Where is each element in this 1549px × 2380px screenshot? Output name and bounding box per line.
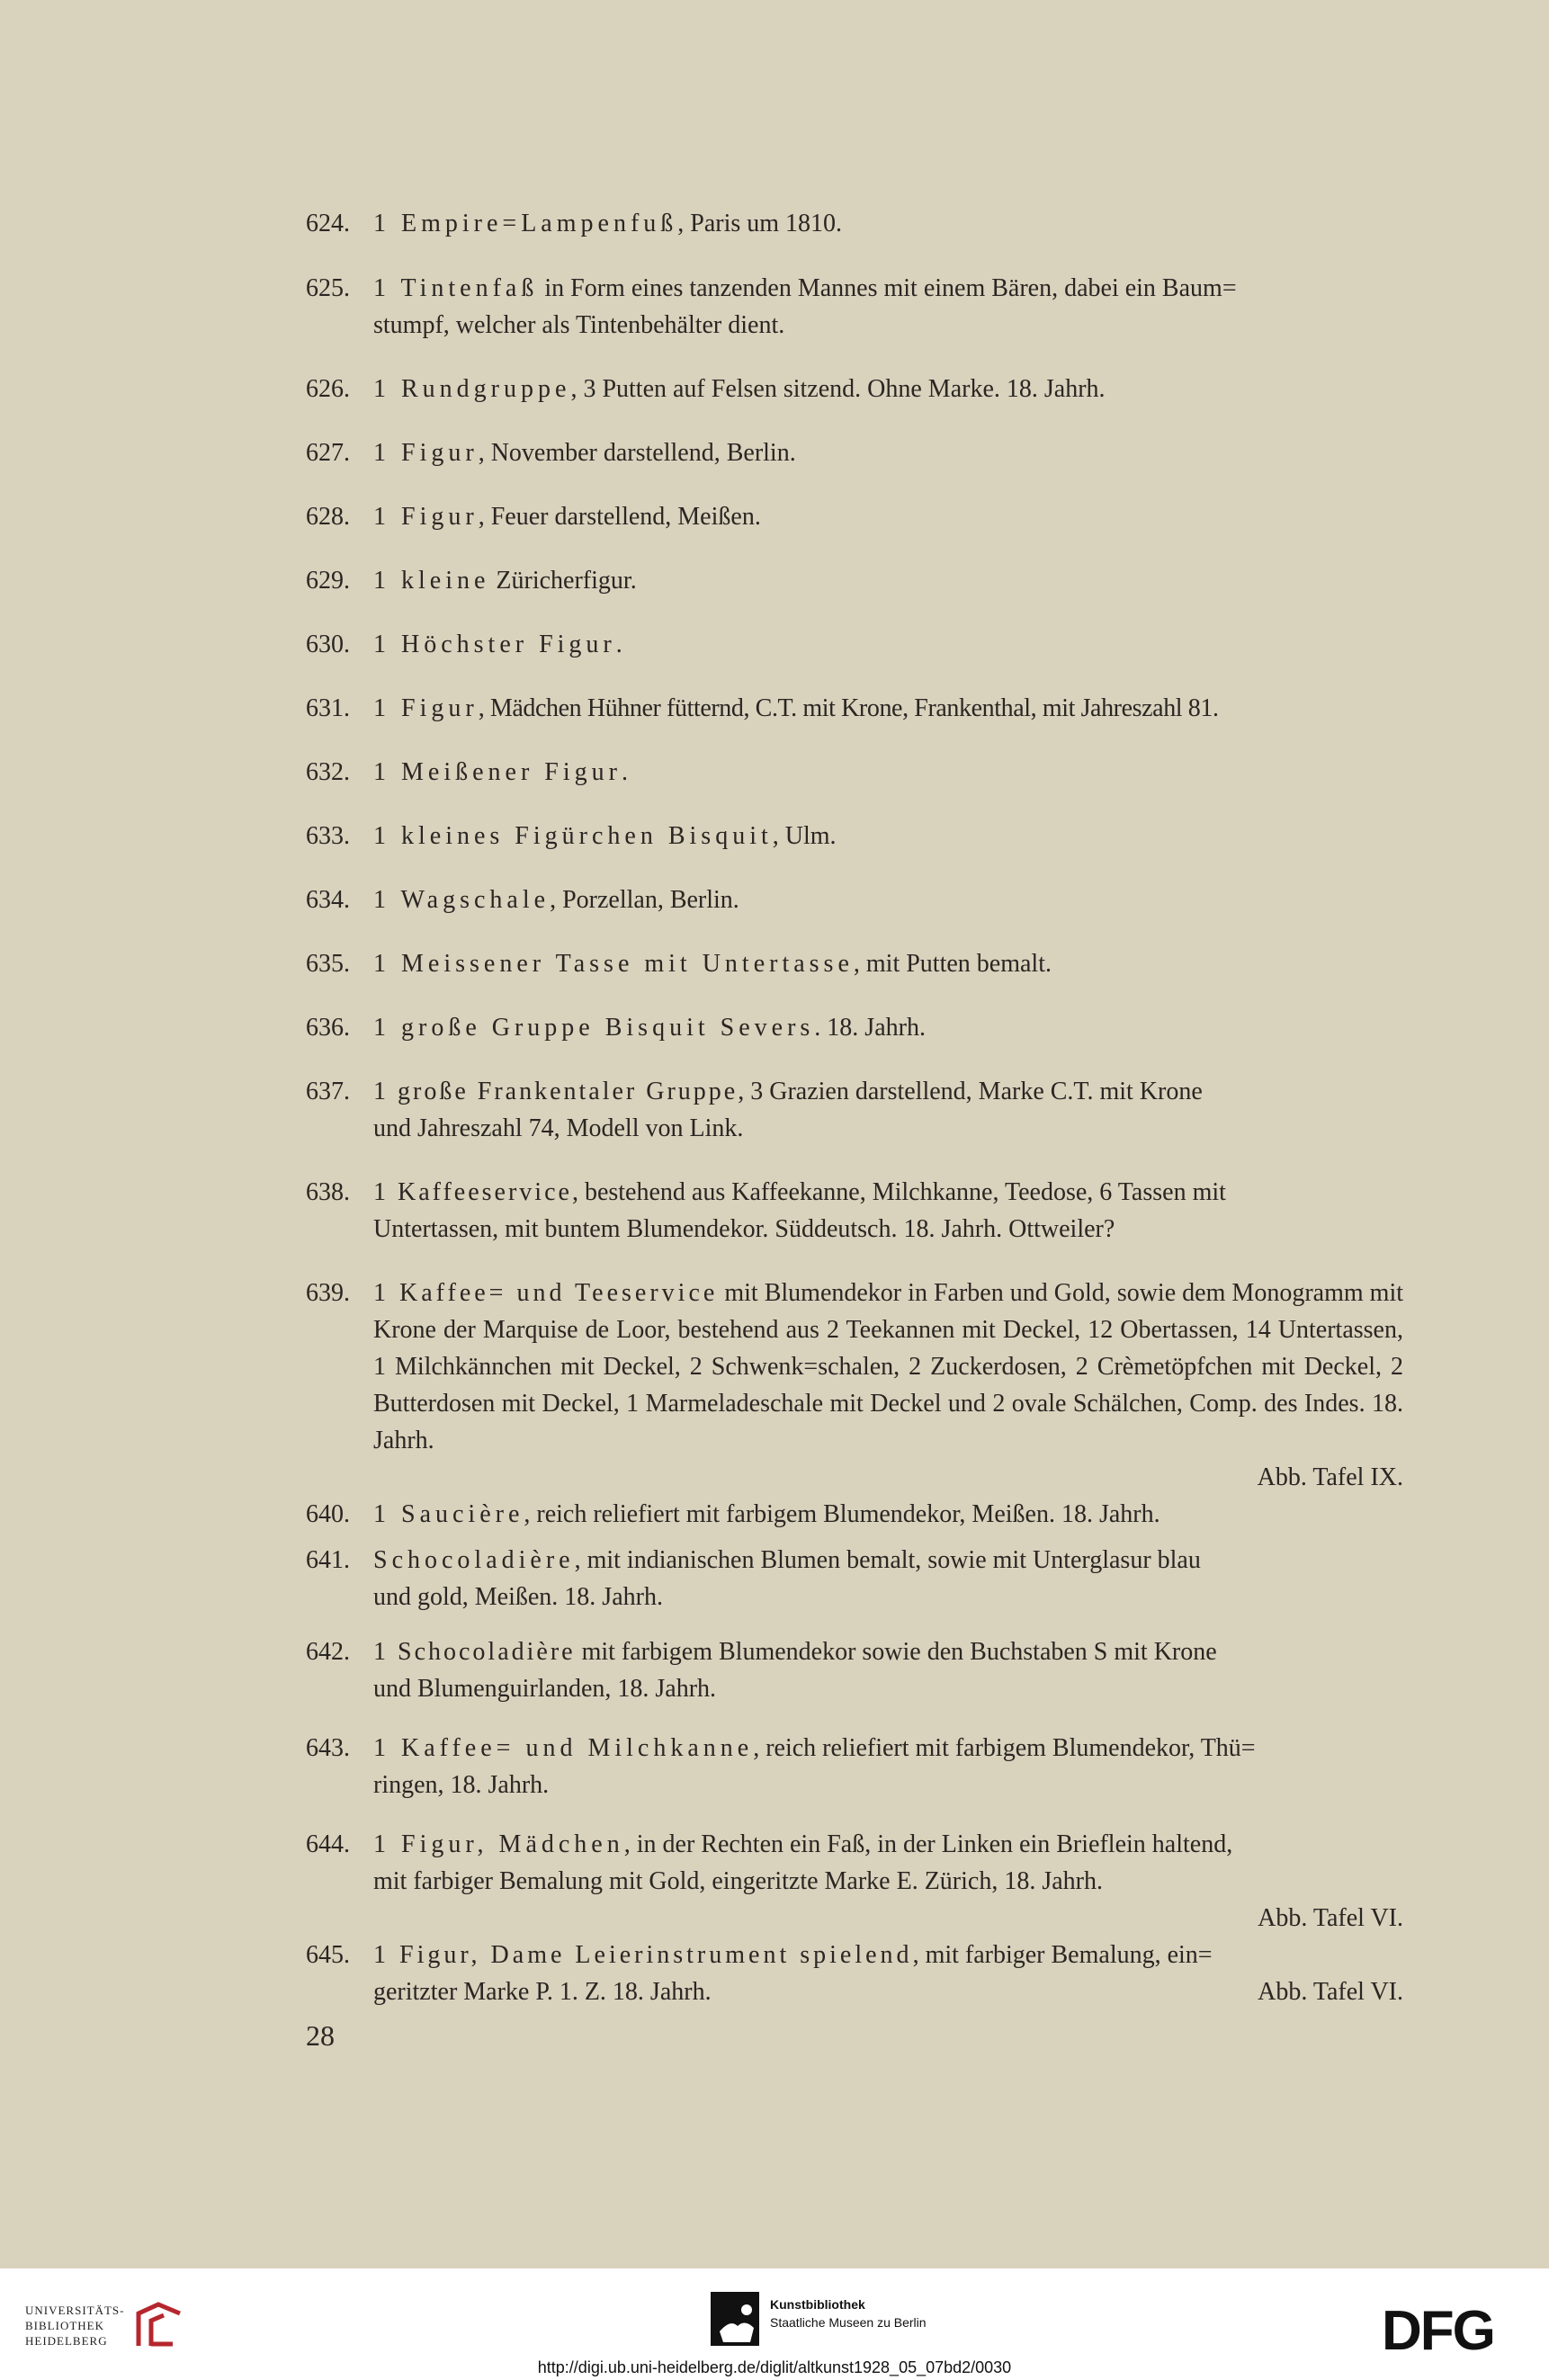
entry-text: Züricherfigur. (489, 567, 637, 595)
entry-625 (306, 270, 1403, 344)
entry-number: 645. (306, 1941, 350, 1969)
uni-line: UNIVERSITÄTS- (25, 2304, 125, 2317)
entry-title: 1 Schocoladière (373, 1638, 576, 1666)
entry-text: , Mädchen Hühner fütternd, C.T. mit Krone, Frankenthal, mit Jahreszahl 81. (478, 694, 1219, 722)
entry-title: 1 Saucière (373, 1500, 524, 1528)
entry-626 (306, 371, 1403, 407)
entry-text: , mit farbiger Bemalung, ein= (912, 1941, 1213, 1969)
entry-number: 641. (306, 1546, 350, 1574)
entry-text: , Feuer darstellend, Meißen. (478, 503, 761, 531)
entry-title: 1 Kaffee= und Milchkanne (373, 1734, 754, 1762)
entry-title: 1 Höchster Figur (373, 631, 616, 658)
entry-number: 640. (306, 1500, 350, 1528)
entry-text-continued: und gold, Meißen. 18. Jahrh. (373, 1583, 663, 1611)
entry-630 (306, 626, 1403, 663)
catalog-entries (306, 205, 1403, 2010)
entry-title: 1 Figur (373, 503, 479, 531)
entry-title: 1 Figur (373, 439, 479, 467)
entry-title: 1 große Gruppe Bisquit Severs (373, 1014, 815, 1042)
entry-text: mit farbigem Blumendekor sowie den Buchstaben S mit Krone (575, 1638, 1217, 1666)
entry-title: 1 Tintenfaß (373, 274, 539, 302)
entry-text-continued: ringen, 18. Jahrh. (373, 1771, 550, 1799)
entry-title: 1 Kaffee= und Teeservice (373, 1279, 719, 1307)
plate-reference: Abb. Tafel VI. (1258, 1904, 1403, 1932)
uni-line: BIBLIOTHEK (25, 2319, 104, 2332)
digitization-footer (0, 2268, 1549, 2380)
entry-text-continued: mit farbiger Bemalung mit Gold, eingeritzte Marke E. Zürich, 18. Jahrh. (373, 1867, 1103, 1895)
entry-title: 1 Figur, Dame Leierinstrument spielend (373, 1941, 913, 1969)
entry-number: 635. (306, 950, 350, 978)
entry-number: 644. (306, 1830, 350, 1858)
entry-title: Schocoladière (373, 1546, 575, 1574)
entry-number: 625. (306, 274, 350, 302)
entry-643 (306, 1730, 1403, 1803)
entry-number: 632. (306, 758, 350, 786)
entry-text-continued: geritzter Marke P. 1. Z. 18. Jahrh. (373, 1978, 712, 2006)
entry-title: 1 Figur (373, 694, 479, 722)
entry-title: 1 Wagschale (373, 886, 551, 914)
entry-text: , bestehend aus Kaffeekanne, Milchkanne, Teedose, 6 Tassen mit (571, 1178, 1226, 1206)
entry-number: 642. (306, 1638, 350, 1666)
entry-title: 1 Meissener Tasse mit Untertasse (373, 950, 854, 978)
entry-text: . (615, 631, 622, 658)
entry-title: 1 Figur, Mädchen (373, 1830, 624, 1858)
entry-text: mit Blumendekor in Farben und Gold, sowie dem (718, 1279, 1226, 1307)
entry-645 (306, 1937, 1403, 2010)
entry-number: 630. (306, 631, 350, 658)
entry-text: , Ulm. (772, 822, 837, 850)
entry-number: 631. (306, 694, 350, 722)
entry-title: 1 Kaffeeservice (373, 1178, 572, 1206)
entry-635 (306, 945, 1403, 982)
entry-number: 628. (306, 503, 350, 531)
entry-number: 637. (306, 1078, 350, 1105)
entry-638 (306, 1174, 1403, 1248)
entry-number: 639. (306, 1279, 350, 1307)
kb-subtitle: Staatliche Museen zu Berlin (770, 2315, 927, 2330)
entry-number: 626. (306, 375, 350, 403)
entry-text: , 3 Putten auf Felsen sitzend. Ohne Marke. 18. Jahrh. (570, 375, 1106, 403)
entry-title: 1 Rundgruppe (373, 375, 571, 403)
entry-title: 1 Meißener Figur (373, 758, 622, 786)
entry-title: 1 Empire=Lampenfuß (373, 210, 678, 237)
entry-639 (306, 1275, 1403, 1496)
entry-title: 1 kleines Figürchen Bisquit (373, 822, 773, 850)
entry-title: 1 kleine (373, 567, 490, 595)
kunstbibliothek-label (770, 2295, 927, 2331)
university-library-name (25, 2303, 125, 2349)
entry-number: 643. (306, 1734, 350, 1762)
entry-number: 636. (306, 1014, 350, 1042)
source-url[interactable]: http://digi.ub.uni-heidelberg.de/diglit/altkunst1928_05_07bd2/0030 (537, 2358, 1012, 2376)
entry-text: in Form eines tanzenden Mannes mit einem Bären, dabei ein Baum= (538, 274, 1237, 302)
entry-text: , mit indianischen Blumen bemalt, sowie mit Unterglasur blau (574, 1546, 1201, 1574)
entry-text-continued: und Blumenguirlanden, 18. Jahrh. (373, 1675, 717, 1703)
entry-629 (306, 562, 1403, 599)
kunstbibliothek-eagle-icon (711, 2292, 759, 2346)
entry-number: 638. (306, 1178, 350, 1206)
entry-text: , November darstellend, Berlin. (478, 439, 796, 467)
entry-text-continued: stumpf, welcher als Tintenbehälter dient. (373, 311, 785, 339)
entry-text: , Paris um 1810. (677, 210, 843, 237)
entry-text: . (621, 758, 628, 786)
uni-line: HEIDELBERG (25, 2334, 108, 2348)
page-number: 28 (306, 2019, 335, 2052)
entry-text-continued: Untertassen, mit buntem Blumendekor. Süddeutsch. 18. Jahrh. Ottweiler? (373, 1215, 1115, 1243)
entry-631 (306, 690, 1403, 727)
entry-number: 633. (306, 822, 350, 850)
plate-reference: Abb. Tafel VI. (1258, 1978, 1403, 2006)
plate-reference: Abb. Tafel IX. (1257, 1463, 1403, 1491)
entry-text: , mit Putten bemalt. (853, 950, 1052, 978)
entry-number: 629. (306, 567, 350, 595)
entry-633 (306, 818, 1403, 854)
heidelberg-logo-icon (133, 2301, 185, 2349)
entry-624 (306, 205, 1403, 242)
entry-644 (306, 1826, 1403, 1937)
entry-text: , Porzellan, Berlin. (550, 886, 739, 914)
entry-640 (306, 1496, 1403, 1533)
entry-text: , in der Rechten ein Faß, in der Linken ein Brieflein haltend, (623, 1830, 1233, 1858)
entry-628 (306, 498, 1403, 535)
entry-642 (306, 1633, 1403, 1707)
dfg-logo (1382, 2304, 1526, 2357)
entry-641 (306, 1542, 1403, 1615)
entry-title: 1 große Frankentaler Gruppe (373, 1078, 739, 1105)
entry-637 (306, 1073, 1403, 1147)
entry-text: . 18. Jahrh. (814, 1014, 926, 1042)
entry-text: , reich reliefiert mit farbigem Blumendekor, Thü= (753, 1734, 1256, 1762)
entry-636 (306, 1009, 1403, 1046)
entry-number: 624. (306, 210, 350, 237)
entry-634 (306, 881, 1403, 918)
entry-text-continued: Monogramm mit Krone der Marquise de Loor, bestehend aus 2 Teekannen mit Deckel, 12 Obertassen, 14 Untertassen, 1 Milchkännchen mit Deckel, 2 Schwenk=schalen, 2 Zuckerdosen, 2 Crèmetöpfchen mit Deckel, 2 Butterdosen mit Deckel, 1 Marmeladeschale mit Deckel und 2 ovale Schälchen, Comp. des Indes. 18. Jahrh. (373, 1279, 1403, 1454)
entry-number: 634. (306, 886, 350, 914)
entry-627 (306, 434, 1403, 471)
kb-title: Kunstbibliothek (770, 2297, 865, 2312)
dfg-text: DFG (1382, 2304, 1494, 2357)
entry-632 (306, 754, 1403, 791)
entry-number: 627. (306, 439, 350, 467)
entry-text-continued: und Jahreszahl 74, Modell von Link. (373, 1114, 744, 1142)
entry-text: , 3 Grazien darstellend, Marke C.T. mit Krone (738, 1078, 1203, 1105)
entry-text: , reich reliefiert mit farbigem Blumendekor, Meißen. 18. Jahrh. (524, 1500, 1160, 1528)
